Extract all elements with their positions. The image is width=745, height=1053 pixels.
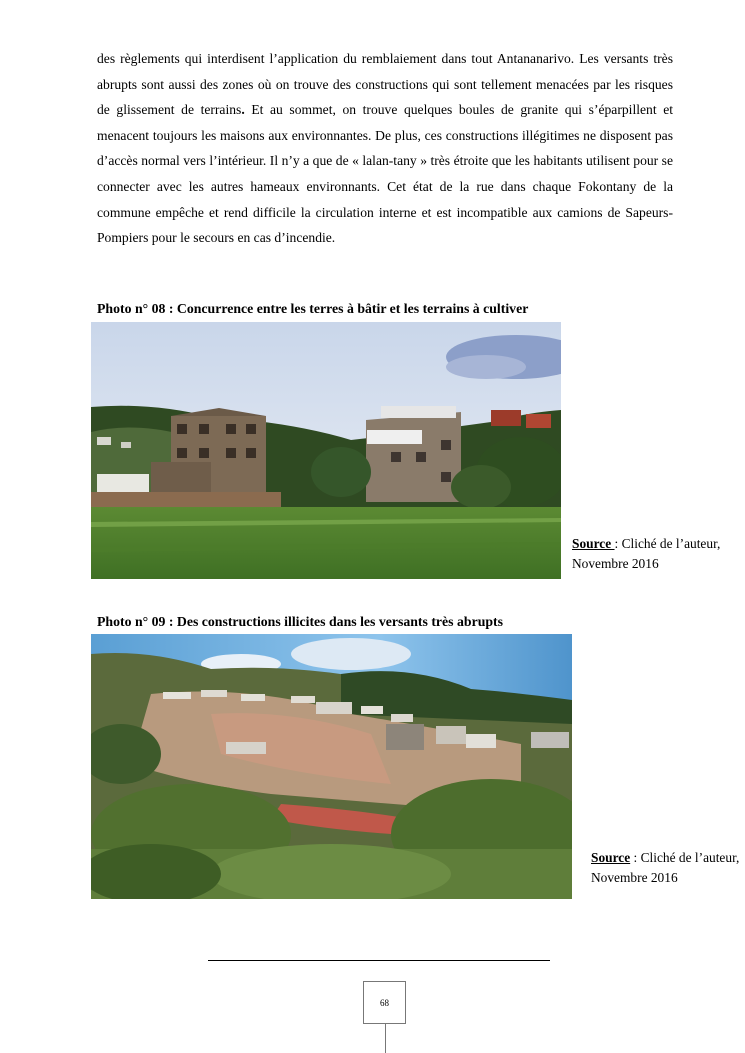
paragraph-text-part1: des règlements qui interdisent l’application du remblaiement dans tout Antananarivo. Les versants très abrupts sont aussi des zones où on trouve des constructions qui sont tellement menacées par les risques de glissement de terrains (97, 51, 673, 118)
photo-09-source-label: Source (591, 850, 631, 865)
page-number-connector (385, 1024, 386, 1053)
footer-divider (208, 960, 550, 961)
paragraph-text-part2: Et au sommet, on trouve quelques boules de granite qui s’éparpillent et menacent toujours les maisons aux environnantes. De plus, ces constructions illégitimes ne disposent pas d’accès normal vers l’intérieur. Il n’y a que de « lalan-tany » très étroite que les habitants utilisent pour se connecter avec les autres hameaux environnants. Cet état de la rue dans chaque Fokontany de la commune empêche et rend difficile la circulation interne et est incompatible aux camions de Sapeurs-Pompiers pour le secours en cas d’incendie. (97, 102, 674, 246)
photo-08-source-label: Source (572, 536, 615, 551)
photo-09-hillside-constructions (91, 634, 572, 899)
photo-09-caption: Photo n° 09 : Des constructions illicites dans les versants très abrupts (97, 614, 504, 629)
paragraph-bold-period: . (241, 102, 245, 118)
body-paragraph (97, 46, 673, 251)
photo-09-source-text: : Cliché de l’auteur, Novembre 2016 (591, 850, 740, 885)
photo-09-source (591, 848, 745, 888)
page-number: 68 (363, 981, 406, 1024)
photo-08-caption: Photo n° 08 : Concurrence entre les terres à bâtir et les terrains à cultiver (97, 301, 529, 316)
photo-08-houses-and-fields (91, 322, 561, 579)
photo-08-source-text: : Cliché de l’auteur, Novembre 2016 (572, 536, 721, 571)
photo-08-source (572, 534, 742, 574)
